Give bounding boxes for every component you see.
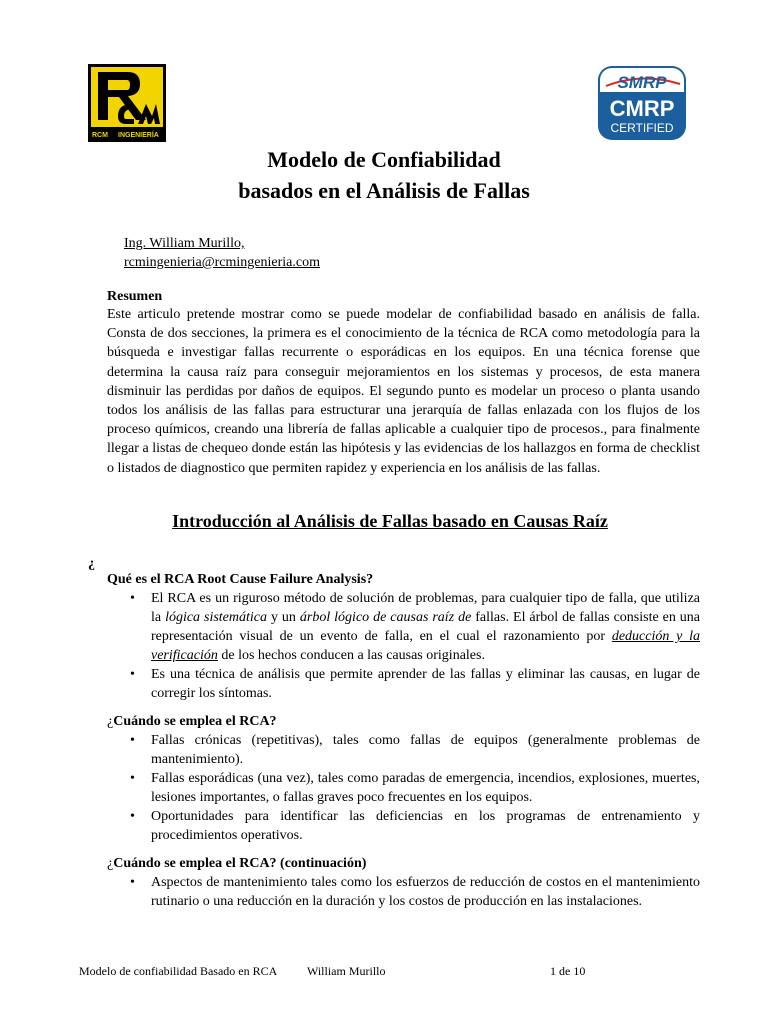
list-item: • Oportunidades para identificar las deficiencias en los programas de entrenamiento y procedimientos operativos. bbox=[151, 807, 700, 845]
smrp-logo-main-text: CMRP bbox=[609, 96, 675, 121]
list-item: • Es una técnica de análisis que permite aprender de las fallas y eliminar las causas, en lugar de corregir los síntomas. bbox=[151, 665, 700, 703]
author-block bbox=[124, 234, 320, 272]
bullet-list bbox=[107, 589, 700, 703]
footer-document-title: Modelo de confiabilidad Basado en RCA bbox=[79, 964, 278, 978]
document-title-line-2: basados en el Análisis de Fallas bbox=[238, 178, 530, 203]
question-heading: ¿Cuándo se emplea el RCA? bbox=[107, 714, 277, 729]
stray-question-mark: ¿ bbox=[88, 556, 95, 571]
smrp-logo-top-text: SMRP bbox=[617, 73, 667, 92]
rcm-ingenieria-logo bbox=[88, 64, 166, 142]
author-name: Ing. William Murillo, bbox=[124, 236, 245, 251]
document-title-line-1: Modelo de Confiabilidad bbox=[267, 147, 501, 172]
list-item: • Fallas crónicas (repetitivas), tales como fallas de equipos (generalmente problemas de mantenimiento). bbox=[151, 731, 700, 769]
author-email-link[interactable]: rcmingenieria@rcmingenieria.com bbox=[124, 255, 320, 270]
bullet-list bbox=[107, 873, 700, 911]
question-heading: ¿Cuándo se emplea el RCA? (continuación) bbox=[107, 856, 367, 871]
question-heading: Qué es el RCA Root Cause Failure Analysis? bbox=[107, 572, 374, 587]
bullet-list bbox=[107, 731, 700, 845]
rcm-logo-text-left: RCM bbox=[92, 132, 108, 139]
list-item: • Fallas esporádicas (una vez), tales como paradas de emergencia, incendios, explosiones, muertes, lesiones importantes, o fallas graves poco frecuentes en los equipos. bbox=[151, 769, 700, 807]
smrp-cmrp-certified-logo bbox=[596, 66, 688, 142]
list-item: • Aspectos de mantenimiento tales como los esfuerzos de reducción de costos en el mantenimiento rutinario o una reducción en la duración y los costos de producción en las instalaciones. bbox=[151, 873, 700, 911]
question-when-rca-continued bbox=[107, 854, 700, 911]
list-item: • El RCA es un riguroso método de solución de problemas, para cualquier tipo de falla, que utiliza la lógica sistemática y un árbol lógico de causas raíz de fallas. El árbol de fallas consiste en una representación visual de un evento de falla, en el cual el razonamiento por deducción y la verificación de los hechos conducen a las causas originales. bbox=[151, 589, 700, 665]
rcm-logo-text-right: INGENIERÍA bbox=[118, 132, 159, 139]
section-title: Introducción al Análisis de Fallas basado en Causas Raíz bbox=[172, 511, 608, 531]
smrp-logo-sub-text: CERTIFIED bbox=[610, 121, 674, 135]
abstract-heading: Resumen bbox=[107, 289, 163, 304]
footer-page-number: 1 de 10 bbox=[550, 964, 586, 978]
question-what-is-rca bbox=[107, 570, 700, 703]
footer-author: William Murillo bbox=[307, 964, 386, 978]
abstract-paragraph: Este articulo pretende mostrar como se puede modelar de confiabilidad basado en análisis de falla. Consta de dos secciones, la primera es el conocimiento de la técnica de RCA como metodología para la búsqueda e investigar fallas recurrente o esporádicas en los equipos. En una técnica forense que determina la causa raíz para conseguir mejoramientos en los sistemas y procesos, de esta manera disminuir las perdidas por daños de equipos. El segundo punto es modelar un proceso o planta usando todos los análisis de las fallas para estructurar una jerarquía de fallas enlazada con los flujos de los proceso químicos, creando una librería de fallas aplicable a cualquier tipo de procesos., para finalmente llegar a listas de chequeo donde están las hipótesis y las evidencias de los hallazgos en forma de checklist o listados de diagnostico que permiten rapidez y experiencia en los análisis de las fallas. bbox=[107, 307, 700, 476]
question-when-rca bbox=[107, 712, 700, 845]
